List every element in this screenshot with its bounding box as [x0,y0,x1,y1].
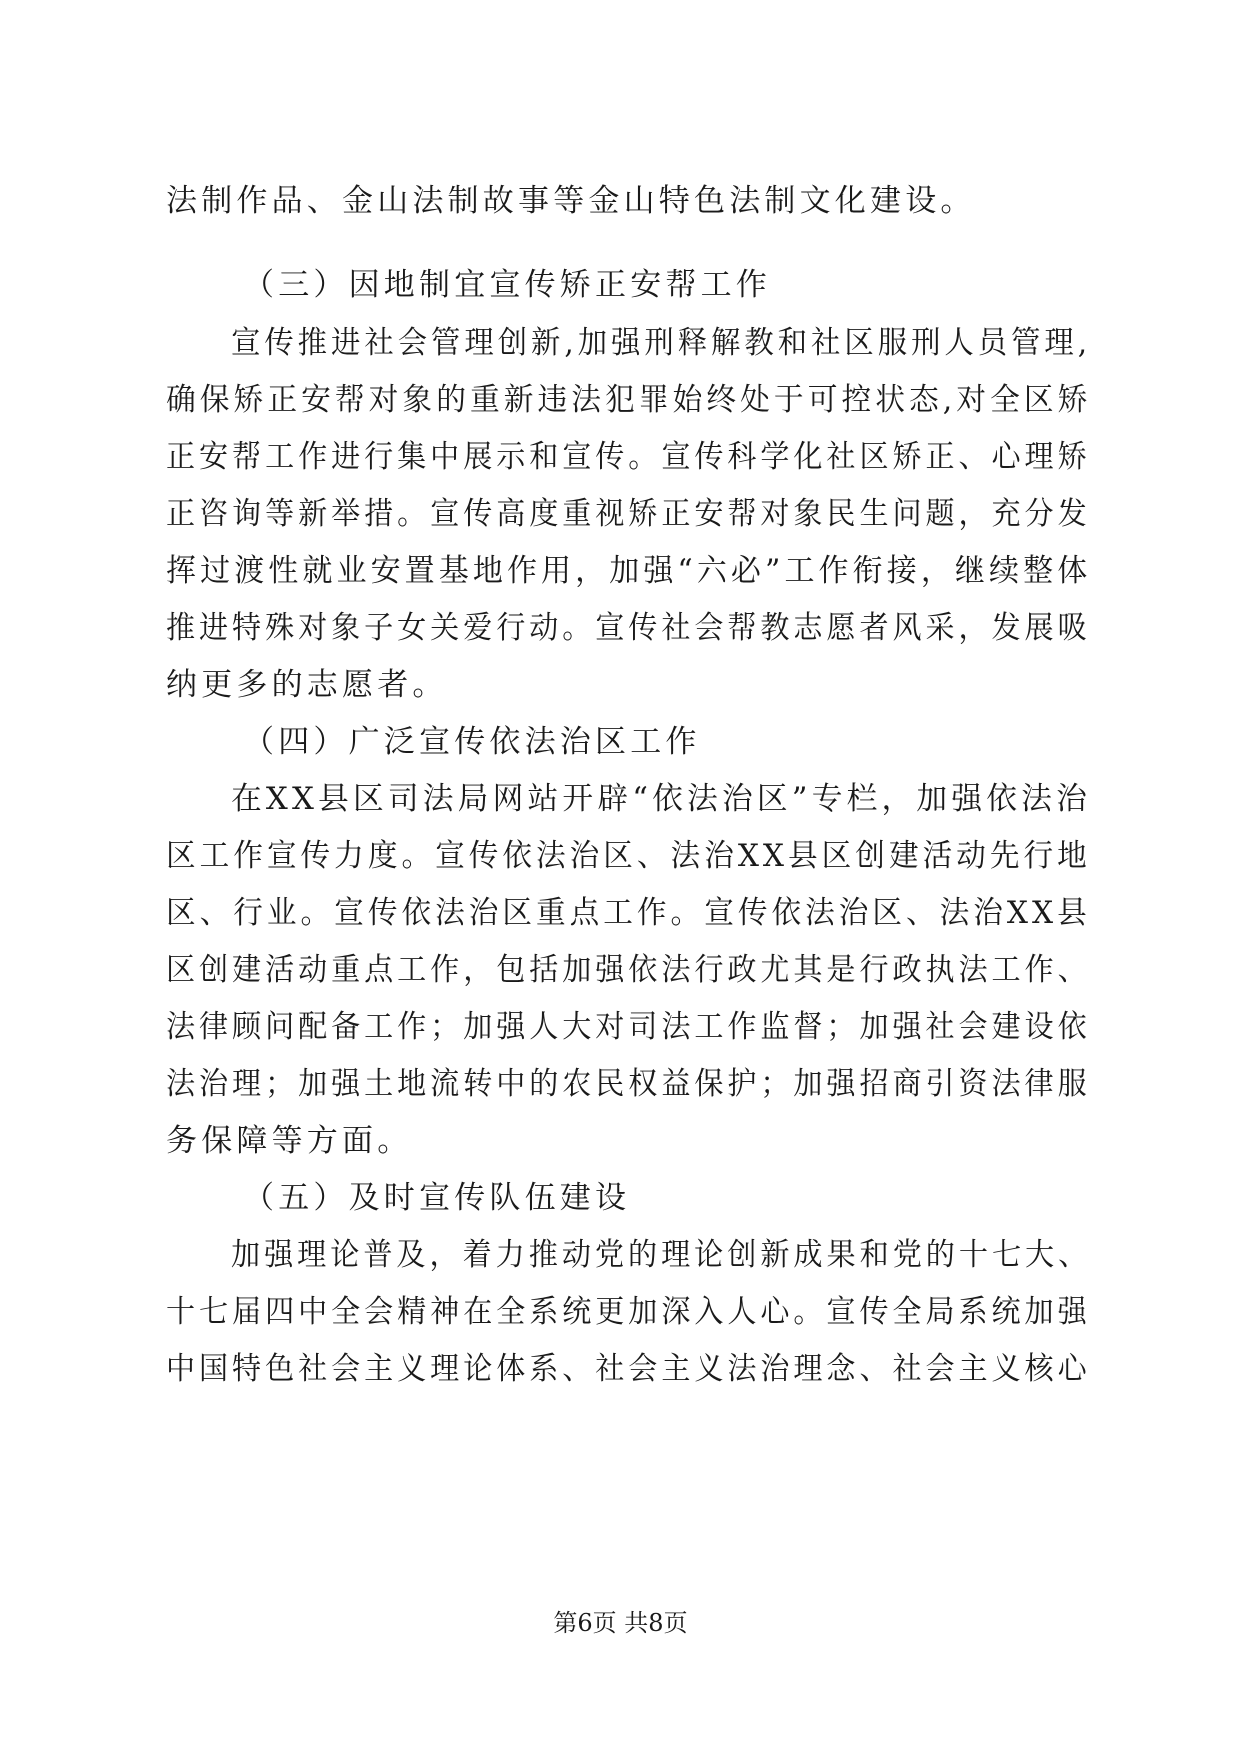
paragraph-line: 中国特色社会主义理论体系、社会主义法治理念、社会主义核心 [166,1351,1091,1387]
paragraph-line: 区创建活动重点工作，包括加强依法行政尤其是行政执法工作、 [166,952,1091,988]
section-heading: （三）因地制宜宣传矫正安帮工作 [243,267,771,303]
paragraph-line: 务保障等方面。 [166,1123,413,1159]
paragraph-line: 区、行业。宣传依法治区重点工作。宣传依法治区、法治XX县 [166,895,1091,931]
paragraph-line: 加强理论普及，着力推动党的理论创新成果和党的十七大、 [231,1237,1092,1273]
paragraph-line: 法治理；加强土地流转中的农民权益保护；加强招商引资法律服 [166,1066,1091,1102]
paragraph-line: 十七届四中全会精神在全系统更加深入人心。宣传全局系统加强 [166,1294,1091,1330]
paragraph-line: 区工作宣传力度。宣传依法治区、法治XX县区创建活动先行地 [166,838,1091,874]
paragraph-line: 正安帮工作进行集中展示和宣传。宣传科学化社区矫正、心理矫 [166,439,1091,475]
paragraph-line: 在XX县区司法局网站开辟“依法治区”专栏，加强依法治 [231,781,1092,817]
paragraph-line: 确保矫正安帮对象的重新违法犯罪始终处于可控状态,对全区矫 [166,382,1092,418]
section-heading: （四）广泛宣传依法治区工作 [243,724,701,760]
paragraph-line: 法制作品、金山法制故事等金山特色法制文化建设。 [166,183,976,219]
paragraph-line: 推进特殊对象子女关爱行动。宣传社会帮教志愿者风采，发展吸 [166,610,1091,646]
page-number-footer: 第6页 共8页 [553,1609,688,1637]
section-heading: （五）及时宣传队伍建设 [243,1180,631,1216]
paragraph-line: 挥过渡性就业安置基地作用，加强“六必”工作衔接，继续整体 [166,553,1092,589]
paragraph-line: 纳更多的志愿者。 [166,667,448,703]
paragraph-line: 正咨询等新举措。宣传高度重视矫正安帮对象民生问题，充分发 [166,496,1091,532]
paragraph-line: 宣传推进社会管理创新,加强刑释解教和社区服刑人员管理, [231,325,1092,361]
paragraph-line: 法律顾问配备工作；加强人大对司法工作监督；加强社会建设依 [166,1009,1091,1045]
